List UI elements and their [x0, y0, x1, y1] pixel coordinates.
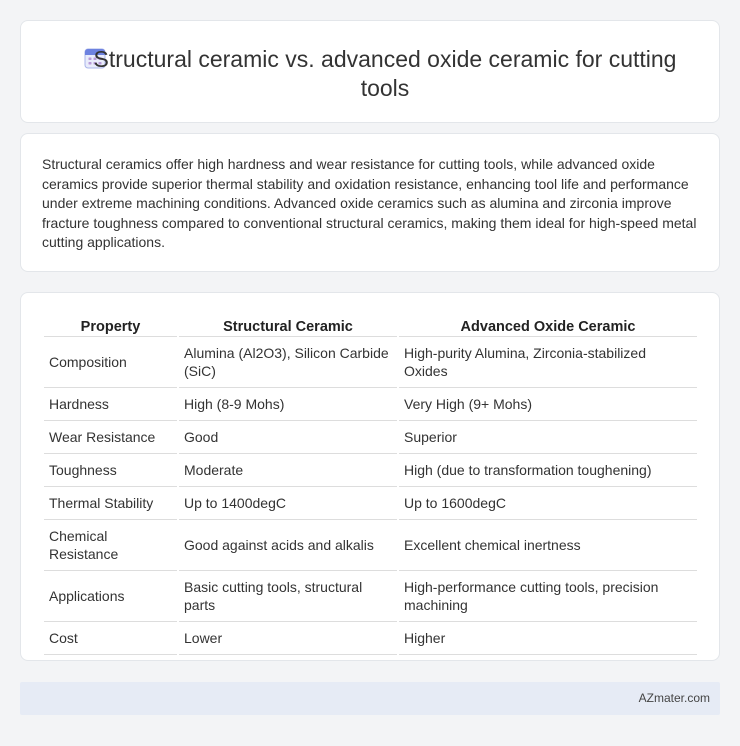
footer-bar: [20, 682, 720, 715]
cell-advanced: Very High (9+ Mohs): [399, 388, 697, 421]
cell-property: Cost: [44, 622, 177, 655]
cell-property: Composition: [44, 337, 177, 388]
cell-advanced: High-performance cutting tools, precision machining: [399, 571, 697, 622]
comparison-table: [42, 315, 699, 655]
cell-structural: Alumina (Al2O3), Silicon Carbide (SiC): [179, 337, 397, 388]
cell-property: Toughness: [44, 454, 177, 487]
cell-advanced: Excellent chemical inertness: [399, 520, 697, 571]
table-row: [44, 337, 697, 388]
cell-advanced: Higher: [399, 622, 697, 655]
header-advanced-oxide-ceramic: Advanced Oxide Ceramic: [399, 315, 697, 337]
page-title: Structural ceramic vs. advanced oxide ceramic for cutting tools: [93, 46, 677, 101]
header-property: Property: [44, 315, 177, 337]
cell-property: Hardness: [44, 388, 177, 421]
cell-property: Chemical Resistance: [44, 520, 177, 571]
table-header-row: [44, 315, 697, 337]
table-row: [44, 487, 697, 520]
cell-structural: Basic cutting tools, structural parts: [179, 571, 397, 622]
summary-card: [20, 133, 720, 272]
table-row: [44, 571, 697, 622]
cell-structural: Lower: [179, 622, 397, 655]
cell-property: Applications: [44, 571, 177, 622]
header-structural-ceramic: Structural Ceramic: [179, 315, 397, 337]
title-card: [20, 20, 720, 123]
cell-structural: Up to 1400degC: [179, 487, 397, 520]
table-row: [44, 454, 697, 487]
cell-structural: High (8-9 Mohs): [179, 388, 397, 421]
cell-advanced: Up to 1600degC: [399, 487, 697, 520]
table-row: [44, 388, 697, 421]
table-row: [44, 421, 697, 454]
comparison-card: [20, 292, 720, 661]
summary-paragraph: Structural ceramics offer high hardness and wear resistance for cutting tools, while advanced oxide ceramics provide superior thermal stability and oxidation resistance, enhancing tool life and performance under extreme machining conditions. Advanced oxide ceramics such as alumina and zirconia improve fracture toughness compared to conventional structural ceramics, making them ideal for high-speed metal cutting applications.: [42, 156, 697, 251]
table-row: [44, 520, 697, 571]
cell-property: Wear Resistance: [44, 421, 177, 454]
cell-advanced: Superior: [399, 421, 697, 454]
cell-advanced: High-purity Alumina, Zirconia-stabilized Oxides: [399, 337, 697, 388]
footer-brand: AZmater.com: [638, 691, 710, 705]
cell-structural: Moderate: [179, 454, 397, 487]
cell-structural: Good: [179, 421, 397, 454]
table-row: [44, 622, 697, 655]
cell-advanced: High (due to transformation toughening): [399, 454, 697, 487]
cell-property: Thermal Stability: [44, 487, 177, 520]
cell-structural: Good against acids and alkalis: [179, 520, 397, 571]
